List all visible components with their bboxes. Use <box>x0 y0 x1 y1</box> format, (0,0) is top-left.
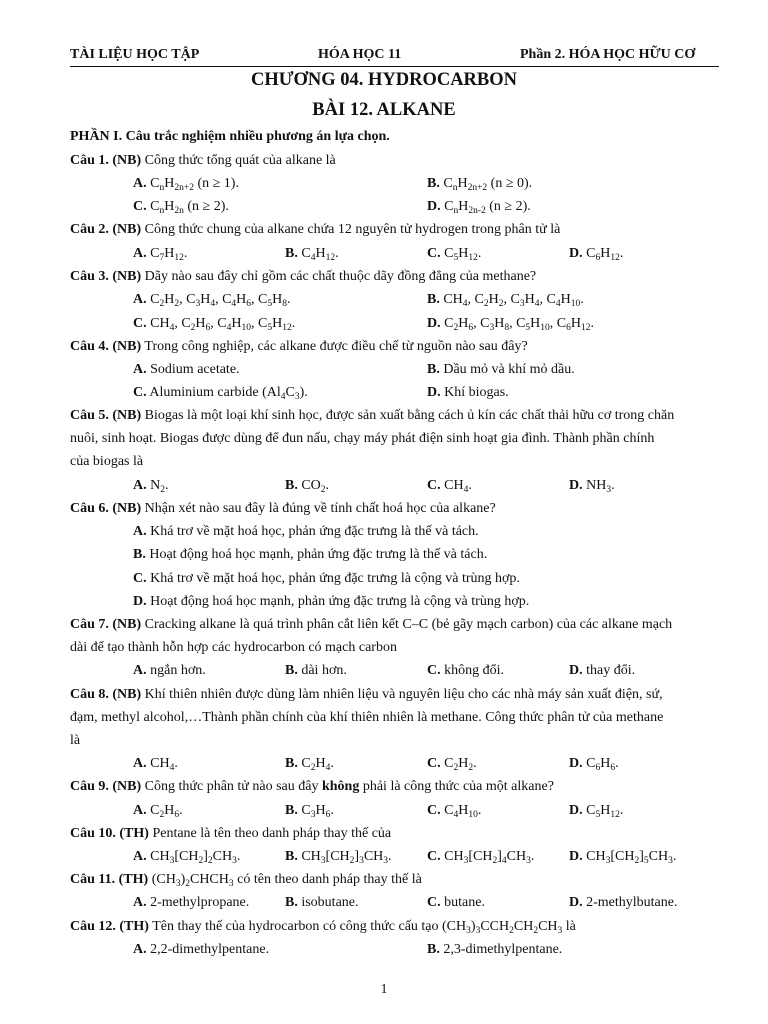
q1-option-d[interactable]: D. $C_nH_{2n-2}$ (n ≥ 2). <box>427 199 531 216</box>
question-8-line-2: đạm, methyl alcohol,…Thành phần chính của khí thiên nhiên là methane. Công thức phân tử của methane <box>70 710 664 725</box>
header-rule <box>70 66 719 67</box>
question-10: Câu 10. (TH) Pentane là tên theo danh pháp thay thế của <box>70 826 392 841</box>
question-8-line-3: là <box>70 733 81 748</box>
q2-option-c[interactable]: C. $C_5H_{12}$. <box>427 246 482 263</box>
q2-option-d[interactable]: D. $C_6H_{12}$. <box>569 246 624 263</box>
lesson-title: BÀI 12. ALKANE <box>312 100 456 120</box>
question-8-line-1: Câu 8. (NB) Khí thiên nhiên được dùng làm nhiên liệu và nguyên liệu cho các nhà máy sản xuất điện, sứ, <box>70 687 663 702</box>
question-12: Câu 12. (TH) Tên thay thế của hydrocarbon có công thức cấu tạo $(CH_3)_3CCH_2CH_2CH_3$ là <box>70 919 576 936</box>
q5-option-b[interactable]: B. $CO_2$. <box>285 478 330 495</box>
q6-option-c[interactable]: C. Khá trơ về mặt hoá học, phản ứng đặc trưng là cộng và trùng hợp. <box>133 571 520 586</box>
q11-option-d[interactable]: D. 2-methylbutane. <box>569 895 678 910</box>
question-7-line-2: dài để tạo thành hỗn hợp các hydrocarbon có mạch carbon <box>70 640 397 655</box>
q11-option-c[interactable]: C. butane. <box>427 895 485 910</box>
q4-option-c[interactable]: C. Aluminium carbide $(Al_4C_3)$. <box>133 385 308 402</box>
header-right: Phần 2. HÓA HỌC HỮU CƠ <box>520 47 696 62</box>
q12-option-a[interactable]: A. 2,2-dimethylpentane. <box>133 942 270 957</box>
q5-option-d[interactable]: D. $NH_3$. <box>569 478 615 495</box>
question-7-line-1: Câu 7. (NB) Cracking alkane là quá trình phân cắt liên kết C–C (bẻ gãy mạch carbon) của các alkane mạch <box>70 617 673 632</box>
q7-option-d[interactable]: D. thay đổi. <box>569 663 636 678</box>
q10-option-b[interactable]: B. $CH_3[CH_2]_3CH_3$. <box>285 849 392 866</box>
q8-option-d[interactable]: D. $C_6H_6$. <box>569 756 619 773</box>
q8-option-b[interactable]: B. $C_2H_4$. <box>285 756 334 773</box>
q3-option-d[interactable]: D. $C_2H_6$, $C_3H_8$, $C_5H_{10}$, $C_6H_{12}$. <box>427 316 594 333</box>
q7-option-b[interactable]: B. dài hơn. <box>285 663 347 678</box>
q2-option-a[interactable]: A. $C_7H_{12}$. <box>133 246 188 263</box>
q4-option-b[interactable]: B. Dầu mỏ và khí mỏ dầu. <box>427 362 575 377</box>
question-11: Câu 11. (TH) $(CH_3)_2CHCH_3$ có tên theo danh pháp thay thế là <box>70 872 422 889</box>
q1-option-b[interactable]: B. $C_nH_{2n+2}$ (n ≥ 0). <box>427 176 533 193</box>
q11-option-a[interactable]: A. 2-methylpropane. <box>133 895 250 910</box>
q7-option-c[interactable]: C. không đổi. <box>427 663 505 678</box>
q1-option-a[interactable]: A. $C_nH_{2n+2}$ (n ≥ 1). <box>133 176 239 193</box>
q10-option-a[interactable]: A. $CH_3[CH_2]_2CH_3$. <box>133 849 241 866</box>
q9-option-d[interactable]: D. $C_5H_{12}$. <box>569 803 624 820</box>
q3-option-a[interactable]: A. $C_2H_2$, $C_3H_4$, $C_4H_6$, $C_5H_8$. <box>133 292 291 309</box>
question-6: Câu 6. (NB) Nhận xét nào sau đây là đúng về tính chất hoá học của alkane? <box>70 501 496 516</box>
section-heading: PHẦN I. Câu trắc nghiệm nhiều phương án lựa chọn. <box>70 129 390 144</box>
question-9: Câu 9. (NB) Công thức phân tử nào sau đây không phải là công thức của một alkane? <box>70 779 554 794</box>
q1-option-c[interactable]: C. $C_nH_{2n}$ (n ≥ 2). <box>133 199 229 216</box>
question-2: Câu 2. (NB) Công thức chung của alkane chứa 12 nguyên tử hydrogen trong phân tử là <box>70 222 561 237</box>
header-left: TÀI LIỆU HỌC TẬP <box>70 47 200 62</box>
q4-option-a[interactable]: A. Sodium acetate. <box>133 362 240 377</box>
q3-option-c[interactable]: C. $CH_4$, $C_2H_6$, $C_4H_{10}$, $C_5H_{12}$. <box>133 316 296 333</box>
q6-option-a[interactable]: A. Khá trơ về mặt hoá học, phản ứng đặc trưng là thế và tách. <box>133 524 479 539</box>
question-5-line-2: nuôi, sinh hoạt. Biogas được dùng để đun nấu, chạy máy phát điện sinh hoạt gia đình. Thành phần chính <box>70 431 655 446</box>
q9-option-c[interactable]: C. $C_4H_{10}$. <box>427 803 482 820</box>
q6-option-d[interactable]: D. Hoạt động hoá học mạnh, phản ứng đặc trưng là cộng và trùng hợp. <box>133 594 530 609</box>
q10-option-d[interactable]: D. $CH_3[CH_2]_5CH_3$. <box>569 849 677 866</box>
question-4: Câu 4. (NB) Trong công nghiệp, các alkane được điều chế từ nguồn nào sau đây? <box>70 339 528 354</box>
q10-option-c[interactable]: C. $CH_3[CH_2]_4CH_3$. <box>427 849 535 866</box>
question-1: Câu 1. (NB) Công thức tổng quát của alkane là <box>70 153 336 168</box>
chapter-title: CHƯƠNG 04. HYDROCARBON <box>250 70 518 90</box>
question-5-line-1: Câu 5. (NB) Biogas là một loại khí sinh học, được sản xuất bằng cách ủ kín các chất thải hữu cơ trong chăn <box>70 408 675 423</box>
page-number: 1 <box>380 982 388 997</box>
header-center: HÓA HỌC 11 <box>318 47 402 62</box>
q9-option-b[interactable]: B. $C_3H_6$. <box>285 803 334 820</box>
q11-option-b[interactable]: B. isobutane. <box>285 895 359 910</box>
q9-option-a[interactable]: A. $C_2H_6$. <box>133 803 183 820</box>
q5-option-a[interactable]: A. $N_2$. <box>133 478 169 495</box>
q8-option-a[interactable]: A. $CH_4$. <box>133 756 178 773</box>
question-5-line-3: của biogas là <box>70 454 144 469</box>
q12-option-b[interactable]: B. 2,3-dimethylpentane. <box>427 942 563 957</box>
q4-option-d[interactable]: D. Khí biogas. <box>427 385 509 400</box>
question-3: Câu 3. (NB) Dãy nào sau đây chỉ gồm các chất thuộc dãy đồng đẳng của methane? <box>70 269 537 284</box>
q8-option-c[interactable]: C. $C_2H_2$. <box>427 756 477 773</box>
q2-option-b[interactable]: B. $C_4H_{12}$. <box>285 246 339 263</box>
q7-option-a[interactable]: A. ngắn hơn. <box>133 663 206 678</box>
q5-option-c[interactable]: C. $CH_4$. <box>427 478 472 495</box>
q3-option-b[interactable]: B. $CH_4$, $C_2H_2$, $C_3H_4$, $C_4H_{10}$. <box>427 292 584 309</box>
q6-option-b[interactable]: B. Hoạt động hoá học mạnh, phản ứng đặc trưng là thế và tách. <box>133 547 488 562</box>
